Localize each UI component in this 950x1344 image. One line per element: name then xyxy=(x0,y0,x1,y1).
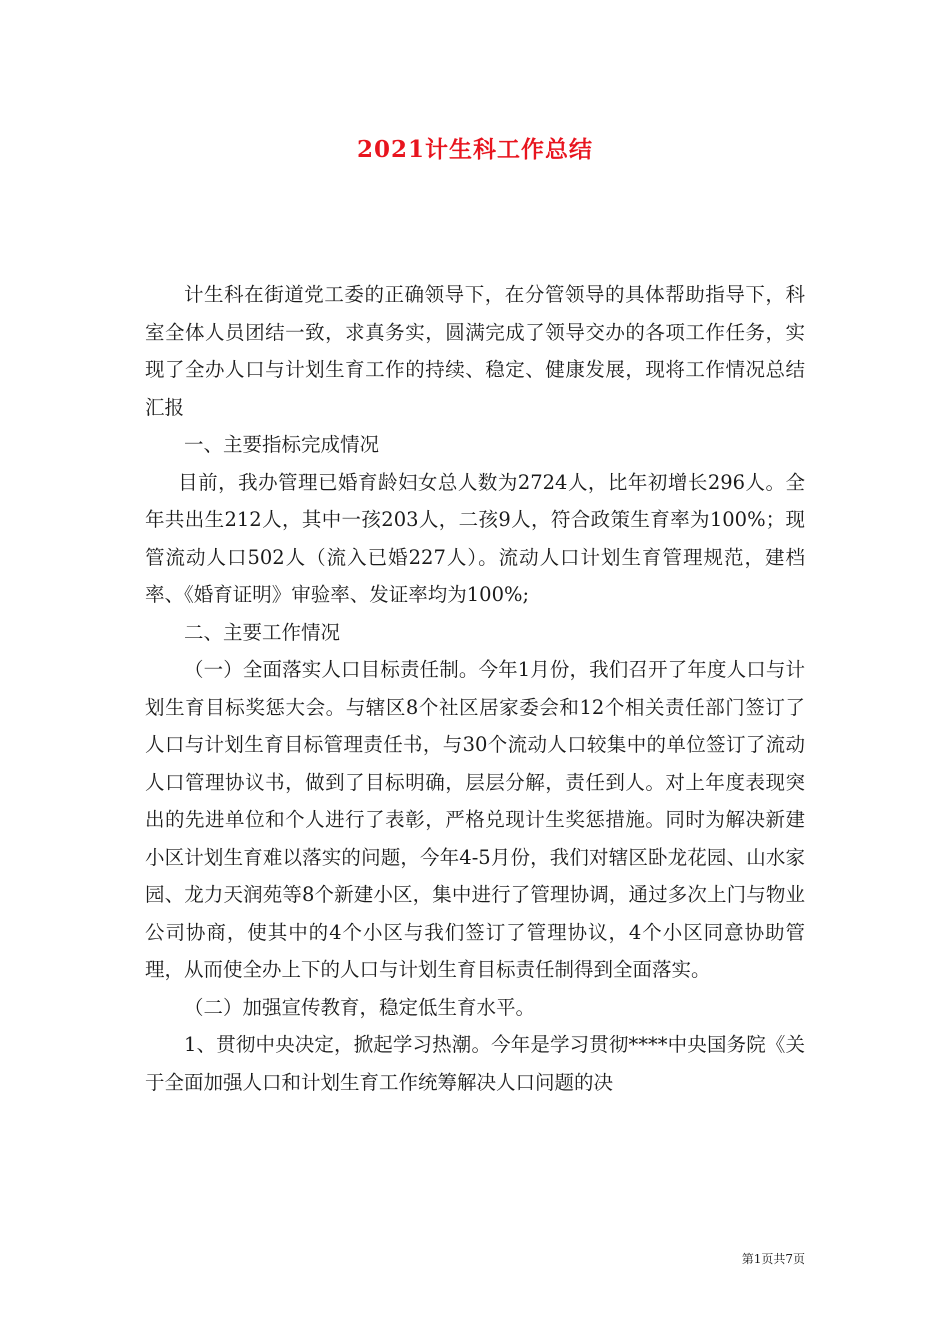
subsection-heading-2: （二）加强宣传教育，稳定低生育水平。 xyxy=(184,995,536,1019)
section-heading-2: 二、主要工作情况 xyxy=(184,620,341,644)
paragraph-responsibility: （一）全面落实人口目标责任制。今年1月份，我们召开了年度人口与计划生育目标奖惩大会。与辖区8个社区居家委会和12个相关责任部门签订了人口与计划生育目标管理责任书，与30个流动人口较集中的单位签订了流动人口管理协议书，做到了目标明确，层层分解，责任到人。对上年度表现突出的先进单位和个人进行了表彰，严格兑现计生奖惩措施。同时为解决新建小区计划生育难以落实的问题，今年4-5月份，我们对辖区卧龙花园、山水家园、龙力天润苑等8个新建小区，集中进行了管理协调，通过多次上门与物业公司协商，使其中的4个小区与我们签订了管理协议，4个小区同意协助管理，从而使全办上下的人口与计划生育目标责任制得到全面落实。 xyxy=(145,658,805,981)
paragraph-intro: 计生科在街道党工委的正确领导下，在分管领导的具体帮助指导下，科室全体人员团结一致，求真务实，圆满完成了领导交办的各项工作任务，实现了全办人口与计划生育工作的持续、稳定、健康发展，现将工作情况总结汇报 xyxy=(145,283,805,419)
paragraph-indicators: 目前，我办管理已婚育龄妇女总人数为2724人，比年初增长296人。全年共出生212人，其中一孩203人，二孩9人，符合政策生育率为100%；现管流动人口502人（流入已婚227人）。流动人口计划生育管理规范，建档率、《婚育证明》审验率、发证率均为100%; xyxy=(145,470,805,606)
document-title: 2021计生科工作总结 xyxy=(356,136,593,163)
paragraph-study: 1、贯彻中央决定，掀起学习热潮。今年是学习贯彻****中央国务院《关于全面加强人口和计划生育工作统筹解决人口问题的决 xyxy=(145,1033,805,1094)
page-footer: 第1页共7页 xyxy=(741,1252,805,1266)
document-body xyxy=(145,276,805,1101)
section-heading-1: 一、主要指标完成情况 xyxy=(184,433,380,456)
